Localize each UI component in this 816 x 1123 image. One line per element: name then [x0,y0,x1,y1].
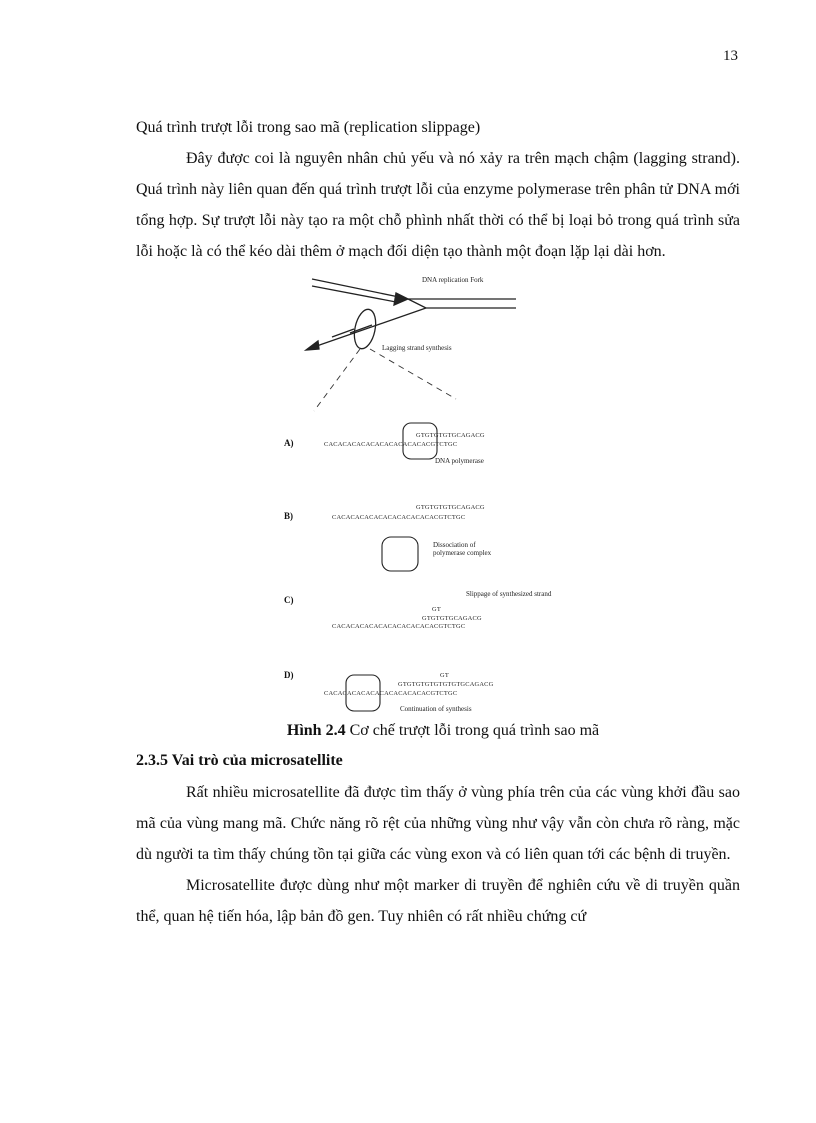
replication-fork-drawing [306,279,516,351]
section-title: 2.3.5 Vai trò của microsatellite [136,752,343,769]
label-dissociation-1: Dissociation of [433,541,476,549]
label-dissociation-2: polymerase complex [433,549,492,557]
figure-caption-number: Hình 2.4 [286,722,346,739]
label-fork: DNA replication Fork [422,276,484,284]
figure-caption [136,717,740,745]
label-slippage: Slippage of synthesized strand [466,590,552,598]
page-number: 13 [723,48,738,64]
panel-c-top: GTGTGTGCAGACG [422,615,482,622]
intro-paragraph: Đây được coi là nguyên nhân chủ yếu và nó xảy ra trên mạch chậm (lagging strand). Quá trình này liên quan đến quá trình trượt lỗi của enzyme polymerase trên phân tử DNA mới tổng hợp. Sự trượt lỗi này tạo ra một chỗ phình nhất thời có thể bị loại bỏ trong quá trình sửa lỗi hoặc là có thể kéo dài thêm ở mạch đối diện tạo thành một đoạn lặp lại dài hơn. [136,150,740,260]
page-content [136,112,740,932]
panel-d-loop: GT [440,672,449,679]
panel-d-top: GTGTGTGTGTGTGTGCAGACG [398,681,494,688]
subsection-heading: Quá trình trượt lỗi trong sao mã (replication slippage) [136,119,481,136]
section-paragraph-2: Microsatellite được dùng như một marker di truyền để nghiên cứu về di truyền quần thể, quan hệ tiến hóa, lập bản đồ gen. Tuy nhiên có rất nhiều chứng cứ [136,877,740,925]
panel-b-bottom: CACACACACACACACACACACACGTCTGC [332,514,466,521]
panel-c-loop: GT [432,606,441,613]
panel-b-letter: B) [284,511,293,521]
label-polymerase: DNA polymerase [435,457,484,465]
panel-d-bottom: CACACACACACACACACACACACGTCTGC [324,690,458,697]
figure-replication-slippage [284,269,584,717]
panel-b-top: GTGTGTGTGCAGACG [416,504,485,511]
panel-d-letter: D) [284,670,294,680]
panel-a-top: GTGTGTGTGCAGACG [416,432,485,439]
section-paragraph-1: Rất nhiều microsatellite đã được tìm thấy ở vùng phía trên của các vùng khởi đầu sao mã của vùng mang mã. Chức năng rõ rệt của những vùng như vậy vẫn còn chưa rõ ràng, mặc dù người ta tìm thấy chúng tồn tại giữa các vùng exon và có liên quan tới các bệnh di truyền. [136,784,740,863]
figure-diagram [284,269,584,717]
figure-caption-text: Cơ chế trượt lỗi trong quá trình sao mã [345,722,600,739]
label-lagging: Lagging strand synthesis [382,344,452,352]
label-continuation: Continuation of synthesis [400,705,472,713]
panel-c-letter: C) [284,595,294,605]
panel-a-letter: A) [284,438,294,448]
panel-a-bottom: CACACACACACACACACACACACGTCTGC [324,441,458,448]
zoom-guide-lines [314,349,456,411]
polymerase-b-icon [382,537,418,571]
panel-c-bottom: CACACACACACACACACACACACGTCTGC [332,623,466,630]
